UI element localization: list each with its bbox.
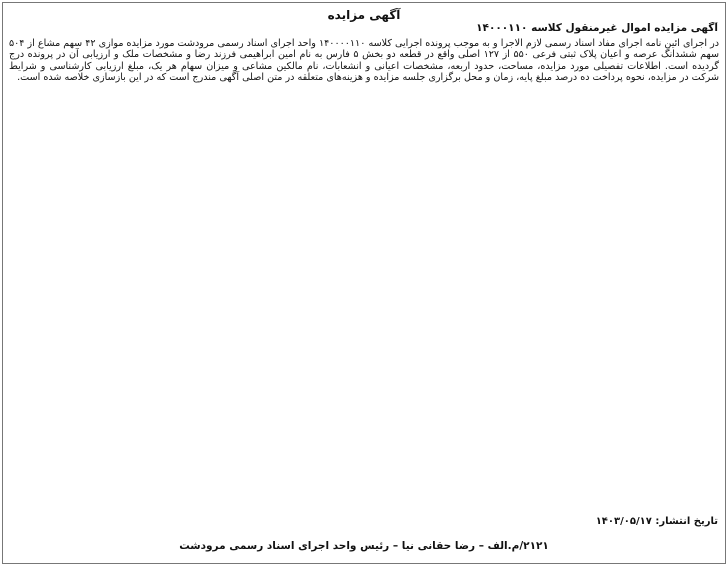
title-wrapper (0, 4, 728, 23)
notice-subtitle: آگهی مزایده اموال غیرمنقول کلاسه ۱۴۰۰۰۱۱۰ (476, 22, 718, 34)
signature-line: ۲۱۲۱/م.الف – رضا حقانی نیا – رئیس واحد اجرای اسناد رسمی مرودشت (179, 540, 549, 552)
notice-title: آگهی مزایده (327, 8, 401, 22)
publication-date: تاریخ انتشار: ۱۴۰۳/۰۵/۱۷ (595, 516, 718, 527)
notice-body-text: در اجرای آئین نامه اجرای مفاد اسناد رسمی لازم الاجرا و به موجب پرونده اجرایی کلاسه ۱۴۰۰۰۰۱۱۰ واحد اجرای اسناد رسمی مرودشت مورد مزایده موازی ۴۲ سهم مشاع از ۵۰۴ سهم ششدانگ عرصه و اعیان پلاک ثبتی فرعی ۵۵۰ از ۱۲۷ اصلی واقع در قطعه دو بخش ۵ فارس به نام امین ابراهیمی فرزند رضا و مشخصات ملک و ارزیابی آن در پرونده درج گردیده است. اطلاعات تفصیلی مورد مزایده، مساحت، حدود اربعه، مشخصات اعیانی و انشعابات، نام مالکین مشاعی و میزان سهام هر یک، مبلغ ارزیابی کارشناسی و شرایط شرکت در مزایده، نحوه پرداخت ده درصد مبلغ پایه، زمان و محل برگزاری جلسه مزایده و هزینه‌های متعلقه در متن اصلی آگهی مندرج است که در این بازسازی خلاصه شده است. (9, 38, 719, 83)
